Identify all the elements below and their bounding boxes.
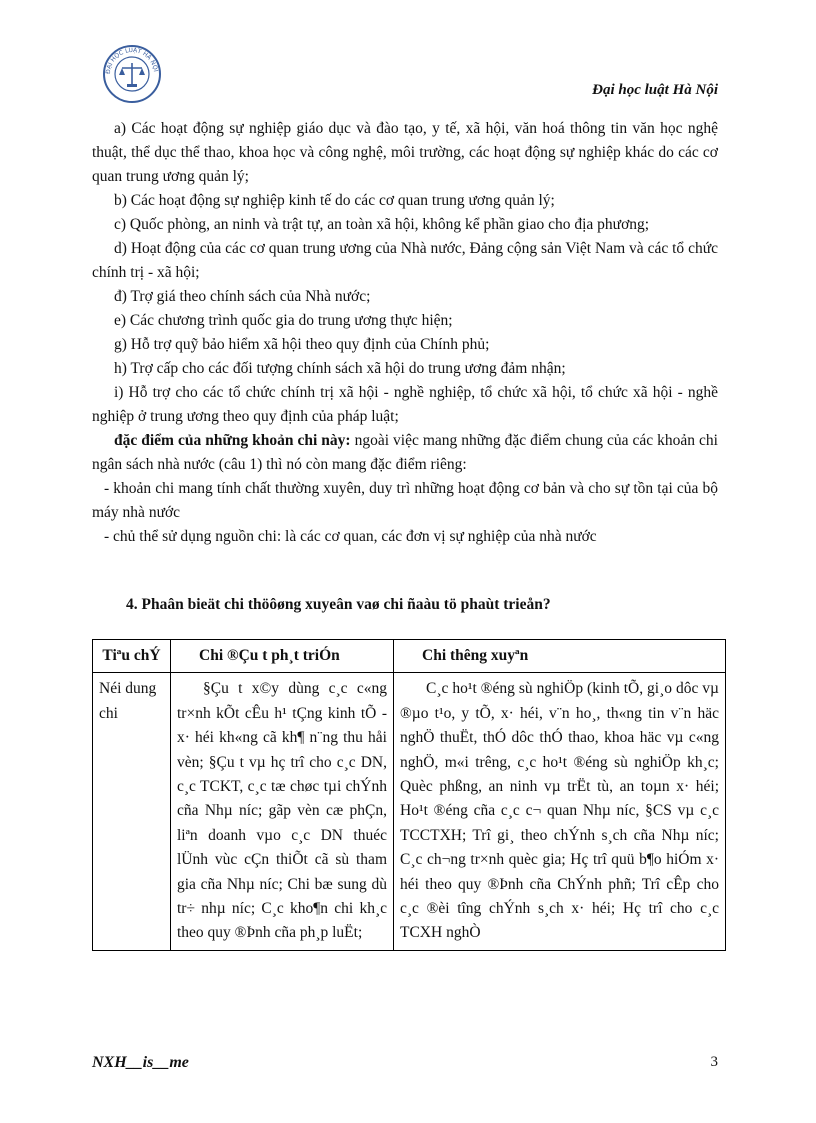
paragraph-i: i) Hỗ trợ cho các tổ chức chính trị xã hội - nghề nghiệp, tổ chức xã hội, tổ chức xã hội - nghề nghiệp ở trung ương theo quy định của pháp luật; — [92, 384, 718, 425]
svg-text:ĐẠI HỌC LUẬT HÀ NỘI: ĐẠI HỌC LUẬT HÀ NỘI — [104, 46, 159, 75]
features-lead: đặc điểm của những khoản chi này: — [114, 432, 351, 449]
paragraph-d: d) Hoạt động của các cơ quan trung ương của Nhà nước, Đảng cộng sản Việt Nam và các tổ chức chính trị - xã hội; — [92, 240, 718, 281]
table-cell-criterion: Néi dung chi — [93, 673, 171, 950]
body-text — [92, 117, 718, 549]
scales-of-justice-icon — [102, 44, 162, 104]
features-text: ngoài việc mang những đặc điểm chung của các khoản chi ngân sách nhà nước (câu 1) thì nó còn mang đặc điểm riêng: — [92, 432, 718, 473]
paragraph-c: c) Quốc phòng, an ninh và trật tự, an toàn xã hội, không kể phần giao cho địa phương; — [114, 216, 650, 233]
paragraph-a: a) Các hoạt động sự nghiệp giáo dục và đào tạo, y tế, xã hội, văn hoá thông tin văn học nghệ thuật, thể dục thể thao, khoa học và công nghệ, môi trường, các hoạt động sự nghiệp khác do các cơ quan trung ương quản lý; — [92, 120, 718, 185]
table-header-recurrent: Chi thêng xuyªn — [394, 640, 726, 673]
table-header-criterion: Tiªu chÝ — [93, 640, 171, 673]
question-heading: 4. Phaân bieät chi thöôøng xuyeân vaø chi ñaàu tö phaùt trieån? — [126, 596, 551, 613]
footer-author: NXH__is__me — [92, 1054, 189, 1071]
features-paragraph — [92, 429, 718, 477]
paragraph-dd: đ) Trợ giá theo chính sách của Nhà nước; — [114, 288, 371, 305]
table-cell-recurrent — [394, 673, 726, 950]
header-university-name: Đại học luật Hà Nội — [592, 82, 718, 98]
paragraph-e: e) Các chương trình quốc gia do trung ương thực hiện; — [114, 312, 453, 329]
table-row — [93, 673, 726, 950]
paragraph-g: g) Hỗ trợ quỹ bảo hiểm xã hội theo quy định của Chính phủ; — [114, 336, 490, 353]
paragraph-h: h) Trợ cấp cho các đối tượng chính sách xã hội do trung ương đảm nhận; — [114, 360, 566, 377]
page-number: 3 — [710, 1054, 718, 1070]
university-logo — [102, 44, 162, 104]
recurrent-text: C¸c ho¹t ®éng sù nghiÖp (kinh tÕ, gi¸o dôc vµ ®µo t¹o, y tÕ, x· héi, v¨n ho¸, th«ng tin v¨n häc nghÖ thuËt, thÓ dôc thÓ thao, khoa häc vµ c«ng nghÖ, m«i trêng, c¸c ho¹t ®éng sù nghiÖp kh¸c; Quèc phßng, an ninh vµ trËt tù, an toµn x· héi; Ho¹t ®éng cña c¸c c¬ quan Nhµ níc, §CS vµ c¸c TCCTXH; Trî gi¸ theo chÝnh s¸ch cña Nhµ níc; C¸c ch¬ng tr×nh quèc gia; Hç trî quü b¶o hiÓm x· héi theo quy ®Þnh cña ChÝnh phñ; Trî cÊp cho c¸c ®èi tîng chÝnh s¸ch x· héi; Hç trî cho c¸c TCXH nghÒ — [400, 680, 719, 942]
table-header-row — [93, 640, 726, 673]
comparison-table — [92, 639, 726, 951]
table-header-development: Chi ®Çu t ph¸t triÓn — [171, 640, 394, 673]
feature-bullet-1: - khoản chi mang tính chất thường xuyên, duy trì những hoạt động cơ bản và cho sự tồn tại của bộ máy nhà nước — [92, 480, 718, 521]
development-text: §Çu t x©y dùng c¸c c«ng tr×nh kÕt cÊu h¹ tÇng kinh tÕ - x· héi kh«ng cã kh¶ n¨ng thu håi vèn; §Çu t vµ hç trî cho c¸c DN, c¸c TCKT, c¸c tæ chøc tµi chÝnh cña Nhµ níc; gãp vèn cæ phÇn, liªn doanh vµo c¸c DN thuéc lÜnh vùc cÇn thiÕt cã sù tham gia cña Nhµ níc; Chi bæ sung dù tr÷ nhµ níc; C¸c kho¶n chi kh¸c theo quy ®Þnh cña ph¸p luËt; — [177, 680, 387, 942]
feature-bullet-2: - chủ thể sử dụng nguồn chi: là các cơ quan, các đơn vị sự nghiệp của nhà nước — [104, 528, 597, 545]
table-cell-development — [171, 673, 394, 950]
paragraph-b: b) Các hoạt động sự nghiệp kinh tế do các cơ quan trung ương quản lý; — [114, 192, 555, 209]
